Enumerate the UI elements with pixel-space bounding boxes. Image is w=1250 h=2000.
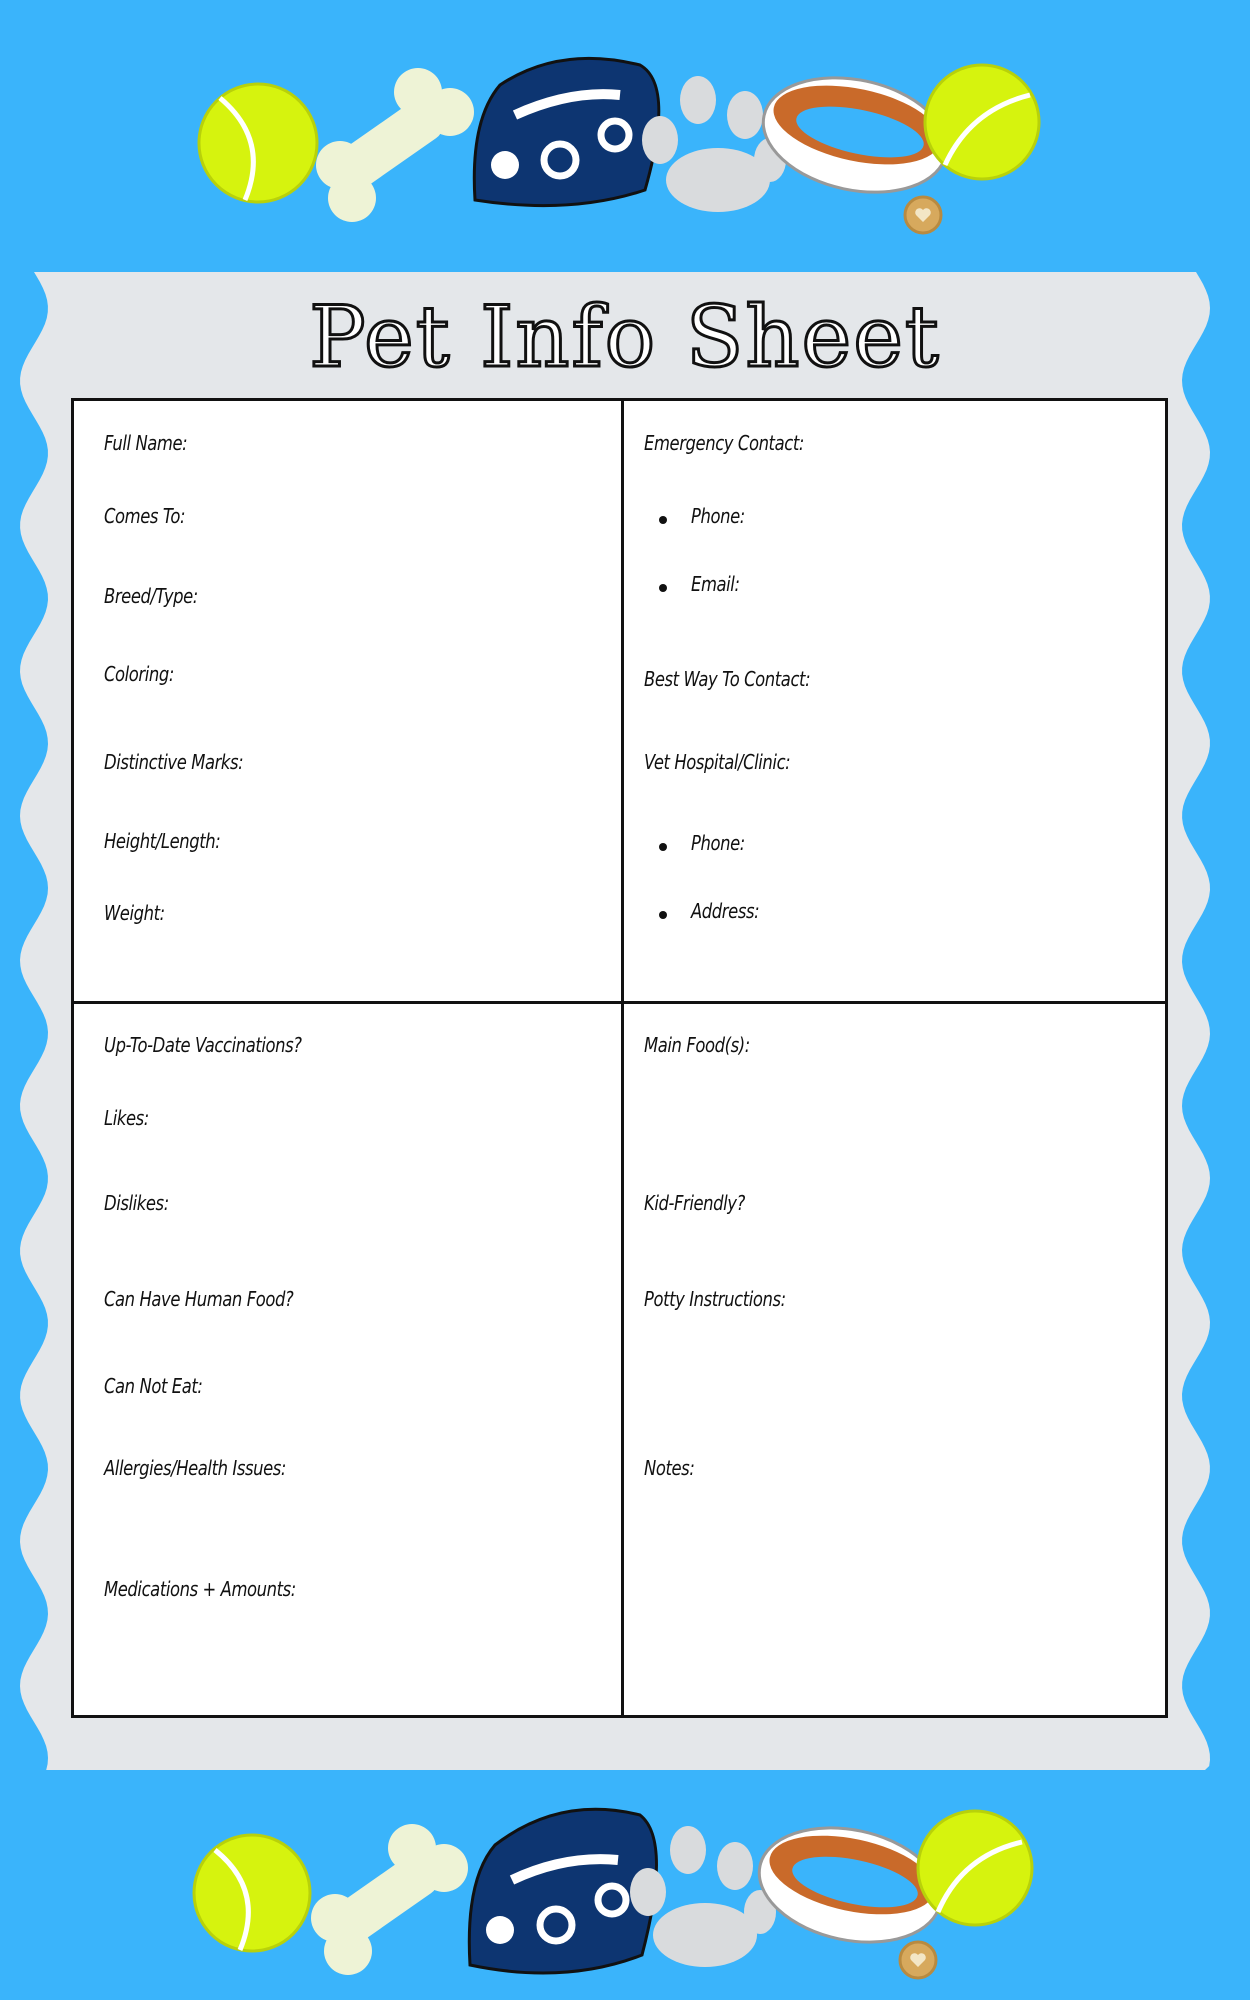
dog-bowl-icon [469, 1809, 656, 1973]
tennis-ball-icon [925, 65, 1039, 179]
vet-clinic-label: Vet Hospital/Clinic: [644, 750, 791, 774]
weight-label: Weight: [104, 901, 165, 925]
notes-label: Notes: [644, 1456, 695, 1480]
heart-tag-icon [905, 197, 941, 233]
can-not-eat-label: Can Not Eat: [104, 1374, 203, 1398]
vet-phone-label: Phone: [691, 831, 745, 855]
allergies-label: Allergies/Health Issues: [104, 1456, 287, 1480]
page-title: Pet Info Sheet [309, 288, 941, 386]
emergency-email-label: Email: [691, 572, 740, 596]
bullet-icon [659, 911, 667, 919]
breed-label: Breed/Type: [104, 584, 198, 608]
grid-divider-vertical [621, 401, 624, 1715]
coloring-label: Coloring: [104, 662, 175, 686]
tennis-ball-icon [918, 1811, 1032, 1925]
main-food-label: Main Food(s): [644, 1033, 750, 1057]
bullet-icon [659, 516, 667, 524]
vet-address-label: Address: [691, 899, 760, 923]
top-illustrations [199, 58, 1039, 233]
human-food-label: Can Have Human Food? [104, 1287, 294, 1311]
info-grid [71, 398, 1168, 1718]
medications-label: Medications + Amounts: [104, 1577, 296, 1601]
bottom-illustrations [194, 1809, 1032, 1978]
full-name-label: Full Name: [104, 431, 188, 455]
potty-label: Potty Instructions: [644, 1287, 786, 1311]
emergency-contact-label: Emergency Contact: [644, 431, 804, 455]
height-length-label: Height/Length: [104, 829, 221, 853]
paw-print-icon [642, 76, 786, 212]
heart-tag-icon [900, 1942, 936, 1978]
kid-friendly-label: Kid-Friendly? [644, 1191, 745, 1215]
bullet-icon [659, 843, 667, 851]
emergency-phone-label: Phone: [691, 504, 745, 528]
dog-bowl-icon [474, 58, 659, 205]
distinctive-marks-label: Distinctive Marks: [104, 750, 244, 774]
tennis-ball-icon [199, 84, 317, 202]
likes-label: Likes: [104, 1106, 149, 1130]
dog-bone-icon [316, 68, 474, 222]
dog-bone-icon [311, 1824, 468, 1975]
dislikes-label: Dislikes: [104, 1191, 169, 1215]
vaccinations-label: Up-To-Date Vaccinations? [104, 1033, 302, 1057]
tennis-ball-icon [194, 1835, 310, 1951]
grid-divider-horizontal [74, 1001, 1165, 1004]
bullet-icon [659, 584, 667, 592]
comes-to-label: Comes To: [104, 504, 186, 528]
best-way-label: Best Way To Contact: [644, 667, 811, 691]
